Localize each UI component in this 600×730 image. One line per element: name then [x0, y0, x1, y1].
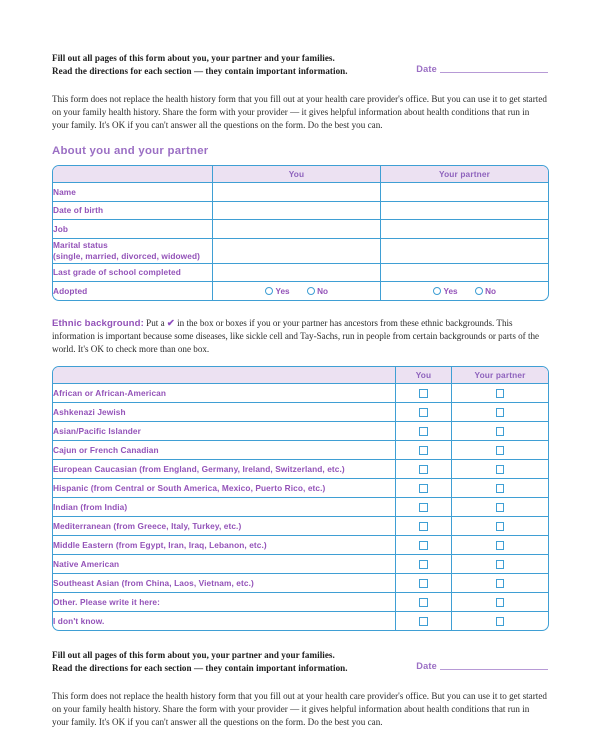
input-cell-dob-you[interactable]: [213, 202, 381, 221]
table-row: [53, 479, 548, 498]
checkbox-icon[interactable]: [496, 389, 505, 398]
checkbox-icon[interactable]: [419, 617, 428, 626]
checkbox-cell-partner[interactable]: [452, 403, 548, 422]
radio-cell-adopted-partner: [381, 282, 548, 300]
date-label: Date: [416, 64, 437, 74]
ethnic-background-title: Ethnic background:: [52, 317, 144, 329]
checkbox-icon[interactable]: [419, 579, 428, 588]
table-row: [53, 384, 548, 403]
checkbox-cell-you[interactable]: [396, 536, 452, 555]
radio-circle-icon[interactable]: [475, 287, 483, 295]
table-row: [53, 536, 548, 555]
checkbox-cell-partner[interactable]: [452, 460, 548, 479]
checkbox-cell-you[interactable]: [396, 479, 452, 498]
checkbox-icon[interactable]: [496, 408, 505, 417]
ethnic-label-european: European Caucasian (from England, Germany, Ireland, Switzerland, etc.): [53, 460, 396, 479]
date-field-bottom[interactable]: [416, 661, 548, 672]
table-row: [53, 183, 548, 202]
checkbox-icon[interactable]: [419, 446, 428, 455]
table-header-row: [53, 166, 548, 183]
about-you-table: [52, 165, 549, 301]
table-row: [53, 612, 548, 630]
date-input-rule[interactable]: [440, 669, 548, 670]
ethnic-intro-before: Put a: [143, 317, 167, 328]
checkbox-cell-partner[interactable]: [452, 517, 548, 536]
table-row: [53, 517, 548, 536]
input-cell-dob-partner[interactable]: [381, 202, 548, 221]
checkbox-cell-you[interactable]: [396, 403, 452, 422]
date-label: Date: [416, 660, 437, 671]
ethnic-label-cajun: Cajun or French Canadian: [53, 441, 396, 460]
checkbox-cell-you[interactable]: [396, 574, 452, 593]
table-row: [53, 220, 548, 239]
row-label-marital-status: [53, 239, 213, 264]
radio-group-adopted-you: [213, 287, 380, 296]
ethnic-background-intro: [52, 317, 548, 356]
table-row: [53, 593, 548, 612]
checkbox-cell-partner[interactable]: [452, 479, 548, 498]
checkbox-icon[interactable]: [419, 560, 428, 569]
table-row: [53, 202, 548, 221]
ethnic-label-middle-eastern: Middle Eastern (from Egypt, Iran, Iraq, Lebanon, etc.): [53, 536, 396, 555]
checkbox-icon[interactable]: [419, 503, 428, 512]
radio-option-yes[interactable]: [433, 287, 458, 296]
ethnic-label-asian-pacific: Asian/Pacific Islander: [53, 422, 396, 441]
ethnic-label-mediterranean: Mediterranean (from Greece, Italy, Turkey, etc.): [53, 517, 396, 536]
radio-circle-icon[interactable]: [307, 287, 315, 295]
checkbox-icon[interactable]: [496, 503, 505, 512]
checkbox-icon[interactable]: [496, 484, 505, 493]
checkbox-icon[interactable]: [496, 446, 505, 455]
checkbox-cell-partner[interactable]: [452, 612, 548, 630]
radio-cell-adopted-you: [213, 282, 381, 300]
table-row: [53, 574, 548, 593]
column-header-you: You: [396, 367, 452, 384]
checkbox-icon[interactable]: [419, 522, 428, 531]
checkbox-cell-partner[interactable]: [452, 593, 548, 612]
ethnic-label-african: African or African-American: [53, 384, 396, 403]
checkbox-cell-partner[interactable]: [452, 536, 548, 555]
spacer: [52, 674, 548, 690]
instruction-line-2: Read the directions for each section — they contain important information.: [52, 65, 348, 76]
spacer: [52, 631, 548, 649]
spacer: [52, 356, 548, 366]
column-header-blank: [53, 367, 396, 384]
checkbox-icon[interactable]: [496, 522, 505, 531]
input-cell-marital-you[interactable]: [213, 239, 381, 264]
ethnic-label-ashkenazi: Ashkenazi Jewish: [53, 403, 396, 422]
checkbox-icon[interactable]: [419, 541, 428, 550]
checkmark-icon: ✔: [166, 318, 175, 329]
input-cell-name-partner[interactable]: [381, 183, 548, 202]
checkbox-icon[interactable]: [419, 408, 428, 417]
instruction-line-1: Fill out all pages of this form about you, your partner and your families.: [52, 53, 335, 63]
radio-option-no[interactable]: [475, 287, 496, 296]
checkbox-icon[interactable]: [419, 427, 428, 436]
row-label-name: Name: [53, 183, 213, 202]
checkbox-cell-you[interactable]: [396, 422, 452, 441]
column-header-you: You: [213, 166, 381, 183]
column-header-your-partner: Your partner: [452, 367, 548, 384]
table-row: [53, 498, 548, 517]
checkbox-cell-partner[interactable]: [452, 384, 548, 403]
checkbox-cell-partner[interactable]: [452, 498, 548, 517]
footer-instructions: [52, 649, 548, 674]
column-header-blank: [53, 166, 213, 183]
checkbox-icon[interactable]: [496, 427, 505, 436]
footer-instruction-line-2: Read the directions for each section — they contain important information.: [52, 662, 348, 673]
input-cell-job-partner[interactable]: [381, 220, 548, 239]
checkbox-cell-partner[interactable]: [452, 574, 548, 593]
marital-status-hint: (single, married, divorced, widowed): [53, 250, 200, 261]
checkbox-cell-you[interactable]: [396, 593, 452, 612]
column-header-your-partner: Your partner: [381, 166, 548, 183]
date-field-top[interactable]: [416, 64, 548, 75]
table-row: [53, 403, 548, 422]
checkbox-cell-you[interactable]: [396, 460, 452, 479]
checkbox-cell-you[interactable]: [396, 498, 452, 517]
spacer: [52, 77, 548, 93]
checkbox-icon[interactable]: [496, 465, 505, 474]
checkbox-icon[interactable]: [496, 598, 505, 607]
radio-label-yes: Yes: [443, 286, 458, 296]
radio-circle-icon[interactable]: [433, 287, 441, 295]
spacer: [52, 131, 548, 145]
checkbox-icon[interactable]: [419, 484, 428, 493]
checkbox-icon[interactable]: [496, 617, 505, 626]
checkbox-icon[interactable]: [496, 579, 505, 588]
checkbox-cell-partner[interactable]: [452, 441, 548, 460]
radio-option-no[interactable]: [307, 287, 328, 296]
checkbox-cell-you[interactable]: [396, 517, 452, 536]
checkbox-cell-you[interactable]: [396, 441, 452, 460]
radio-label-no: No: [485, 286, 497, 296]
footer-paragraph: This form does not replace the health history form that you fill out at your health care provider's office. But you can use it to get started on your family health history. Share the form with your provider — it gives helpful information about health conditions that run in your family. It's OK if you can't answer all the questions on the form. Do the best you can.: [52, 691, 547, 727]
ethnic-label-hispanic: Hispanic (from Central or South America, Mexico, Puerto Rico, etc.): [53, 479, 396, 498]
checkbox-cell-you[interactable]: [396, 555, 452, 574]
table-row: [53, 282, 548, 300]
row-label-job: Job: [53, 220, 213, 239]
ethnic-label-southeast-asian: Southeast Asian (from China, Laos, Vietnam, etc.): [53, 574, 396, 593]
ethnic-table-body: [53, 384, 548, 630]
checkbox-icon[interactable]: [419, 465, 428, 474]
table-row: [53, 460, 548, 479]
ethnic-label-other[interactable]: Other. Please write it here:: [53, 593, 396, 612]
radio-label-no: No: [317, 286, 329, 296]
input-cell-name-you[interactable]: [213, 183, 381, 202]
top-instructions: [52, 52, 548, 77]
table-row: [53, 555, 548, 574]
ethnic-background-table: [52, 366, 549, 631]
checkbox-cell-partner[interactable]: [452, 422, 548, 441]
checkbox-cell-partner[interactable]: [452, 555, 548, 574]
about-section-heading: About you and your partner: [52, 145, 209, 158]
checkbox-icon[interactable]: [496, 560, 505, 569]
checkbox-icon[interactable]: [419, 598, 428, 607]
checkbox-cell-you[interactable]: [396, 612, 452, 630]
ethnic-label-native-american: Native American: [53, 555, 396, 574]
radio-label-yes: Yes: [275, 286, 290, 296]
row-label-adopted: Adopted: [53, 282, 213, 300]
table-row: [53, 441, 548, 460]
row-label-date-of-birth: Date of birth: [53, 202, 213, 221]
radio-option-yes[interactable]: [265, 287, 290, 296]
radio-group-adopted-partner: [381, 287, 548, 296]
table-row: [53, 239, 548, 264]
ethnic-intro-after: in the box or boxes if you or your partner has ancestors from these ethnic backgrounds. This information is important because some diseases, like sickle cell and Tay-Sachs, run in people from certain backgrounds or parts of the world. It's OK to check more than one box.: [52, 317, 540, 354]
input-cell-grade-you[interactable]: [213, 264, 381, 283]
row-label-last-grade: Last grade of school completed: [53, 264, 213, 283]
ethnic-label-indian: Indian (from India): [53, 498, 396, 517]
spacer: [52, 157, 548, 165]
input-cell-job-you[interactable]: [213, 220, 381, 239]
ethnic-label-dont-know: I don't know.: [53, 612, 396, 630]
table-row: [53, 422, 548, 441]
date-input-rule[interactable]: [440, 72, 548, 73]
footer-instruction-line-1: Fill out all pages of this form about you, your partner and your families.: [52, 649, 335, 660]
checkbox-cell-you[interactable]: [396, 384, 452, 403]
marital-status-main: Marital status: [53, 240, 108, 251]
checkbox-icon[interactable]: [496, 541, 505, 550]
intro-paragraph: This form does not replace the health history form that you fill out at your health care provider's office. But you can use it to get started on your family health history. Share the form with your provider — it gives helpful information about health conditions that run in your family. It's OK if you can't answer all the questions on the form. Do the best you can.: [52, 94, 547, 130]
table-row: [53, 264, 548, 283]
radio-circle-icon[interactable]: [265, 287, 273, 295]
input-cell-grade-partner[interactable]: [381, 264, 548, 283]
spacer: [52, 301, 548, 317]
table-header-row: [53, 367, 548, 384]
input-cell-marital-partner[interactable]: [381, 239, 548, 264]
checkbox-icon[interactable]: [419, 389, 428, 398]
